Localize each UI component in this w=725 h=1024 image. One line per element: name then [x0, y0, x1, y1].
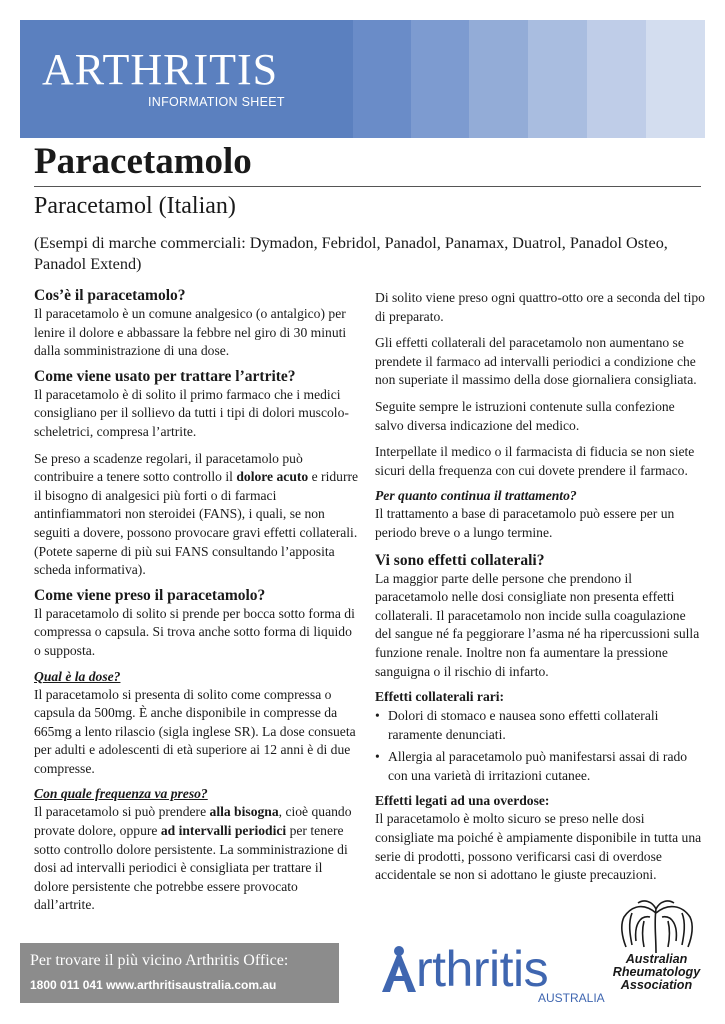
- list-item: • Dolori di stomaco e nausea sono effetti collaterali raramente denunciati.: [375, 707, 705, 744]
- paragraph-overdose: Il paracetamolo è molto sicuro se preso nelle dosi consigliate ma poiché è ampiamente disponibile in tutta una serie di prodotti, possono verificarsi casi di overdose accidentale se non si adottano le giuste precauzioni.: [375, 811, 702, 883]
- heading-what-is: Cos’è il paracetamolo?: [34, 287, 186, 304]
- paragraph-ask-doctor: Interpellate il medico o il farmacista di fiducia se non siete sicuri della frequenza con cui dovete prendere il farmaco.: [375, 444, 695, 478]
- heading-side-effects: Vi sono effetti collaterali?: [375, 551, 545, 569]
- paragraph-how-taken: Il paracetamolo di solito si prende per bocca sotto forma di compressa o capsula. Si trova anche sotto forma di liquido o supposta.: [34, 605, 355, 658]
- text-segment: per tenere sotto controllo dolore persistente. La somministrazione di dosi ad intervalli periodici è consigliata per trattare il dolore persistente che potrebbe essere provocato dall’artrite.: [34, 823, 348, 913]
- heading-how-taken: Come viene preso il paracetamolo?: [34, 586, 266, 604]
- paragraph-frequency: [34, 803, 359, 915]
- banner-stripe: [587, 20, 646, 138]
- paragraph-interval: Di solito viene preso ogni quattro-otto ore a seconda del tipo di preparato.: [375, 290, 705, 324]
- text-segment: e ridurre il bisogno di analgesici più forti o di farmaci antinfiammatori non steroidei (FANS), i quali, se non seguiti a dovere, possono provocare gravi effetti collaterali. (Potete saperne di più sui FANS consultando l’apposita scheda informativa).: [34, 469, 359, 578]
- page-title: Paracetamolo: [34, 141, 252, 182]
- ara-line: Rheumatology: [612, 965, 701, 979]
- brand-title: ARTHRITIS: [42, 45, 279, 94]
- banner-brand-block: [20, 20, 353, 138]
- paragraph-what-is: Il paracetamolo è un comune analgesico (o antalgico) per lenire il dolore e abbassare la febbre nel giro di 30 minuti dalla somministrazione di una dose.: [34, 306, 347, 359]
- banner-stripe: [646, 20, 705, 138]
- heading-frequency: Con quale frequenza va preso?: [34, 786, 208, 802]
- bold-segment: alla bisogna: [209, 804, 279, 820]
- ara-line: Australian: [625, 952, 688, 966]
- sheet-label: INFORMATION SHEET: [148, 95, 285, 109]
- paragraph-side-effects: La maggior parte delle persone che prendono il paracetamolo nelle dosi consigliate non presenta effetti collaterali. Il paracetamolo non incide sulla coagulazione del sangue né fa peggiorare l’asma né ha ripercussioni sulla funzione renale. Inoltre non fa aumentare la pressione sanguigna o il rischio di infarto.: [375, 570, 700, 679]
- heading-overdose: Effetti legati ad una overdose:: [375, 793, 550, 809]
- paragraph-regular-use: [34, 450, 359, 580]
- paragraph-arthritis-use: Il paracetamolo è di solito il primo farmaco che i medici consigliano per il sollievo da tutti i tipi di dolori muscolo-scheletrici, compresa l’artrite.: [34, 386, 349, 439]
- heading-arthritis-use: Come viene usato per trattare l’artrite?: [34, 367, 296, 385]
- arthritis-a-mark-icon: [380, 946, 418, 992]
- banner-stripe: [353, 20, 411, 138]
- contact-link[interactable]: 1800 011 041 www.arthritisaustralia.com.au: [30, 978, 277, 992]
- paragraph-duration: Il trattamento a base di paracetamolo può essere per un periodo breve o a lungo termine.: [375, 506, 675, 540]
- right-column: [375, 289, 705, 885]
- header-banner: [20, 20, 705, 138]
- ara-line: Association: [620, 978, 693, 992]
- banner-stripe: [411, 20, 469, 138]
- paragraph-follow-instructions: Seguite sempre le istruzioni contenute sulla confezione salvo diversa indicazione del medico.: [375, 398, 675, 433]
- heading-dose: Qual è la dose?: [34, 668, 121, 684]
- list-item: • Allergia al paracetamolo può manifestarsi assai di rado con una varietà di irritazioni cutanee.: [375, 748, 705, 785]
- logo-word: rthritis: [416, 941, 549, 997]
- arthritis-australia-logo: [380, 941, 605, 1006]
- text-segment: , cioè quando provate dolore, oppure: [34, 804, 352, 839]
- office-text: Per trovare il più vicino Arthritis Office:: [30, 952, 289, 969]
- text-segment: Il paracetamolo si può prendere: [34, 804, 210, 820]
- heading-rare-effects: Effetti collaterali rari:: [375, 689, 505, 705]
- ara-name: [604, 953, 709, 992]
- bold-segment: dolore acuto: [236, 469, 309, 485]
- left-column: [34, 286, 359, 915]
- banner-stripe: [469, 20, 528, 138]
- paragraph-dose: Il paracetamolo si presenta di solito come compressa o capsula da 500mg. È anche disponibile in compresse da 665mg a lento rilascio (sigla inglese SR). La dose consueta per adulti e adolescenti di età superiore ai 12 anni è di due compresse.: [34, 686, 356, 776]
- text-segment: Se preso a scadenze regolari, il paracetamolo può contribuire a tenere sotto controllo il: [34, 450, 303, 485]
- logo-subtitle: AUSTRALIA: [538, 991, 605, 1005]
- paragraph-side-effects-no-increase: Gli effetti collaterali del paracetamolo non aumentano se prendete il farmaco ad intervalli periodici a condizione che non superiate il massimo della dose giornaliera consigliata.: [375, 335, 697, 388]
- willow-tree-icon: [604, 895, 709, 955]
- heading-duration: Per quanto continua il trattamento?: [375, 488, 577, 504]
- page-subtitle: Paracetamol (Italian): [34, 193, 236, 219]
- title-divider: [34, 186, 701, 187]
- banner-stripe: [528, 20, 587, 138]
- bold-segment: ad intervalli periodici: [160, 823, 287, 839]
- brand-examples: (Esempi di marche commerciali: Dymadon, Febridol, Panadol, Panamax, Duatrol, Panadol Osteo, Panadol Extend): [34, 234, 668, 273]
- rare-effects-list: [375, 707, 705, 785]
- ara-logo: [604, 895, 709, 1007]
- footer-contact-box: [20, 943, 339, 1003]
